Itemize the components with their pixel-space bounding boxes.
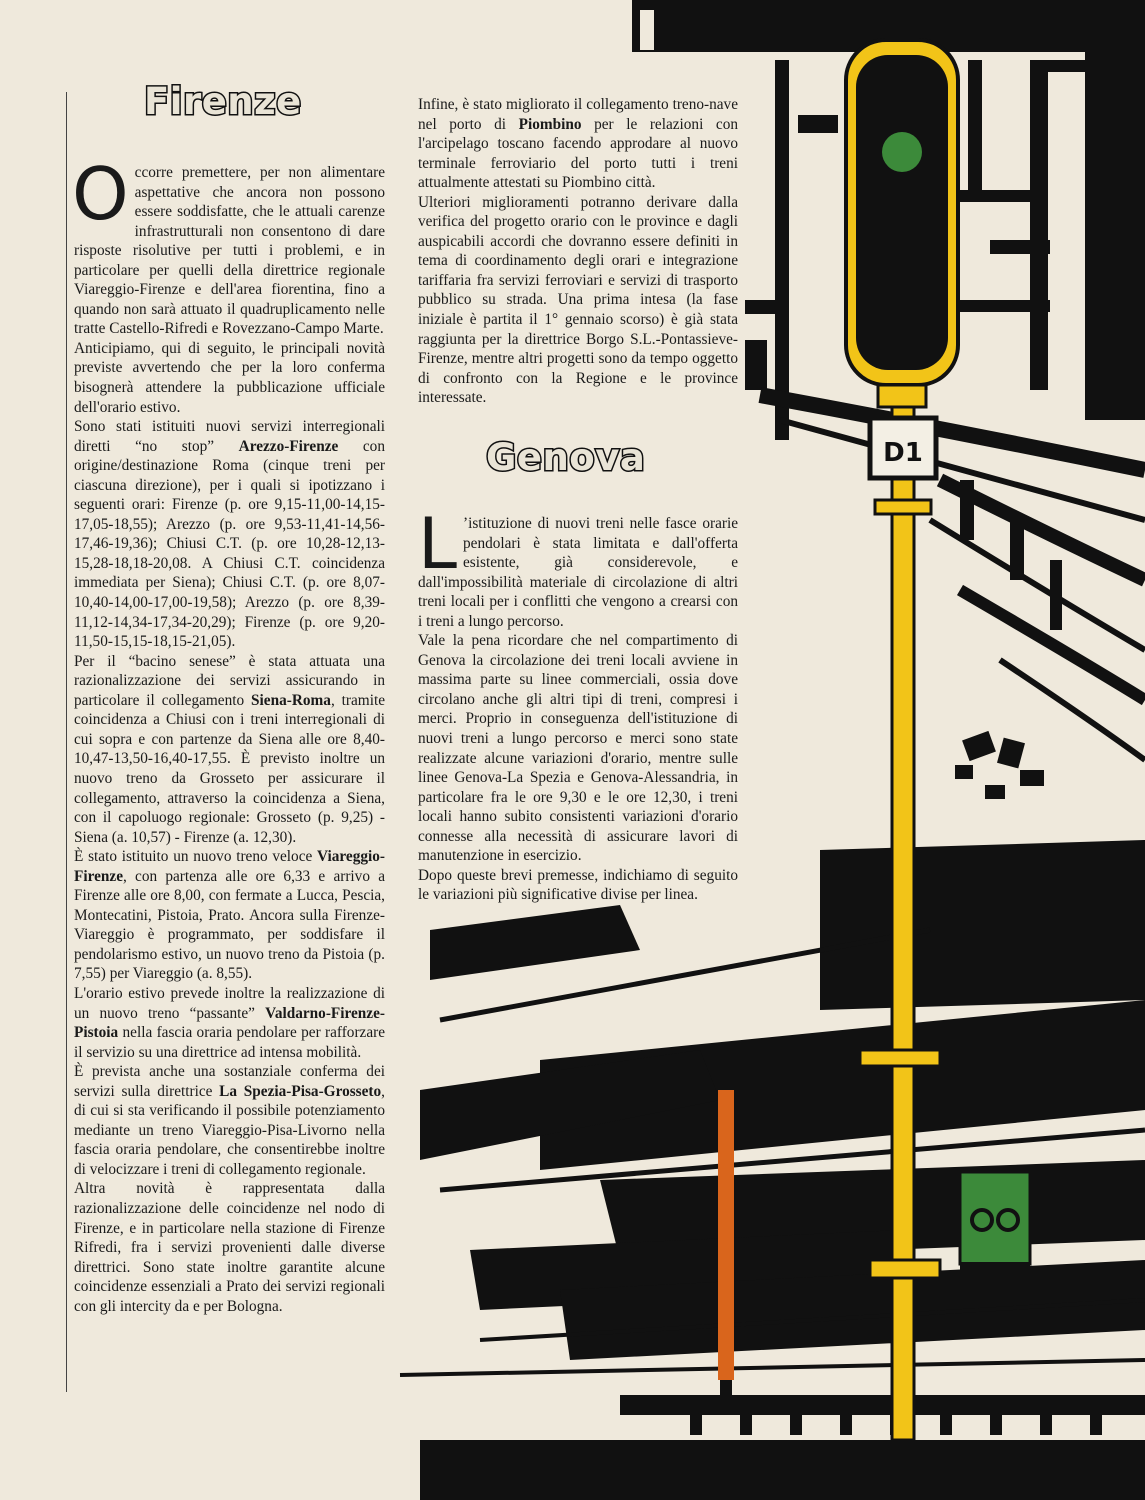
signal-green-light-icon — [882, 132, 922, 172]
paragraph: Sono stati istituiti nuovi servizi interregionali diretti “no stop” Arezzo-Firenze con origine/destinazione Roma (cinque treni per ciascuna direzione), per i quali si ipotizzano i seguenti orari: Firenze (p. ore 9,15-11,00-14,15-17,05-18,55); Arezzo (p. ore 9,53-11,41-14,56-17,46-19,36); Chiusi C.T. (p. ore 10,28-12,13-15,28-18,18-20,08. A Chiusi C.T. coincidenza immediata per Siena); Chiusi C.T. (p. ore 8,07-10,40-14,00-17,00-19,58); Arezzo (p. ore 8,39-11,12-14,34-17,34-20,29); Firenze (p. ore 9,20-11,50-15,15-18,15-21,05). — [74, 418, 385, 651]
paragraph: Altra novità è rappresentata dalla razionalizzazione delle coincidenze nel nodo di Firenze, e in particolare nella stazione di Firenze Rifredi, fra i servizi provenienti dalle diverse direttrici. Sono state inoltre garantite alcune coincidenze essenziali a Prato dei servizi regionali con gli intercity da e per Bologna. — [74, 1180, 385, 1315]
paragraph: Occorre premettere, per non alimentare aspettative che ancora non possono essere soddisfatte, che le attuali carenze infrastrutturali non consentono di dare risposte risolutive per tutti i problemi, e in particolare per quelli della direttrice regionale Viareggio-Firenze e dell'area fiorentina, fino a quando non sarà attuato il quadruplicamento nelle tratte Castello-Rifredi e Rovezzano-Campo Marte. — [72, 152, 385, 338]
heading-genova: Genova — [486, 436, 646, 479]
paragraph: È prevista anche una sostanziale conferma dei servizi sulla direttrice La Spezia-Pisa-Grosseto, di cui si sta verificando il possibile potenziamento mediante un treno Viareggio-Pisa-Livorno nella fascia oraria pendolare, che consentirebbe inoltre di velocizzare i treni di collegamento regionale. — [74, 1063, 385, 1178]
paragraph: Ulteriori miglioramenti potranno derivare dalla verifica del progetto orario con le province e dagli auspicabili accordi che dovranno essere definiti in tema di coordinamento degli orari e integrazione tariffaria fra servizi ferroviari e servizi di trasporto pubblico su strada. Una prima intesa (la fase iniziale è partita il 1° gennaio scorso) è già stata raggiunta per la direttrice Borgo S.L.-Pontassieve-Firenze, mentre altri progetti sono da tempo oggetto di confronto con la Regione e le province interessate. — [418, 193, 738, 407]
paragraph: L'orario estivo prevede inoltre la realizzazione di un nuovo treno “passante” Valdarno-Firenze-Pistoia nella fascia oraria pendolare per rafforzare il servizio su una direttrice ad intensa mobilità. — [74, 984, 385, 1061]
dropcap-l: L — [418, 503, 457, 585]
paragraph: È stato istituito un nuovo treno veloce Viareggio-Firenze, con partenza alle ore 6,33 e arrivo a Firenze alle ore 8,00, con fermate a Lucca, Pescia, Montecatini, Pistoia, Prato. Ancora sulla Firenze-Viareggio è programmato, per soddisfare il pendolarismo estivo, un nuovo treno da Pistoia (p. 7,55) per Viareggio (a. 8,55). — [74, 848, 385, 983]
column-left — [72, 152, 385, 1316]
paragraph: L ’istituzione di nuovi treni nelle fasce orarie pendolari è stata limitata e dall'offerta esistente, già considerevole, e dall'impossibilità materiale di circolazione di altri treni locali per i conflitti che vengono a crearsi con i treni a lungo percorso. — [418, 503, 738, 630]
heading-firenze: Firenze — [144, 80, 302, 123]
signal-head — [856, 55, 948, 370]
signal-mast — [892, 400, 914, 1440]
paragraph: Vale la pena ricordare che nel compartimento di Genova la circolazione dei treni locali avviene in massima parte su linee commerciali, ossia dove circolano anche gli altri tipi di treni, compresi i merci. Proprio in conseguenza dell'istituzione di nuovi treni a lungo percorso e merci sono state realizzate alcune variazioni d'orario, mentre sulle linee Genova-La Spezia e Genova-Alessandria, in particolare fra le ore 9,30 e le ore 12,30, i treni locali hanno subito consistenti variazioni d'orario connesse alla necessità di assicurare lavori di manutenzione in esercizio. — [418, 632, 738, 865]
orange-post — [718, 1090, 734, 1380]
column-rule — [66, 92, 67, 1392]
paragraph: Anticipiamo, qui di seguito, le principali novità previste avvertendo che per la loro conferma bisognerà attendere la pubblicazione ufficiale dell'orario estivo. — [74, 339, 385, 416]
column-right-top — [418, 95, 738, 408]
paragraph: Dopo queste brevi premesse, indichiamo di seguito le variazioni più significative divise per linea. — [418, 866, 738, 904]
signal-plate-label: D1 — [883, 438, 923, 468]
column-right-bottom — [418, 503, 738, 905]
paragraph: Per il “bacino senese” è stata attuata una razionalizzazione dei servizi assicurando in particolare il collegamento Siena-Roma, tramite coincidenza a Chiusi con i treni interregionali di cui sopra e con partenze da Siena alle ore 8,40-10,47-13,50-16,40-17,55. È previsto inoltre un nuovo treno da Grosseto per assicurare il collegamento, attraverso la coincidenza a Siena, con il capoluogo regionale: Grosseto (p. 9,25) - Siena (a. 10,57) - Firenze (a. 12,30). — [74, 652, 385, 846]
dropcap-o: O — [72, 152, 129, 236]
paragraph: Infine, è stato migliorato il collegamento treno-nave nel porto di Piombino per le relazioni con l'arcipelago toscano facendo approdare al nuovo terminale ferroviario del porto tutti i treni attualmente attestati su Piombino città. — [418, 96, 738, 192]
